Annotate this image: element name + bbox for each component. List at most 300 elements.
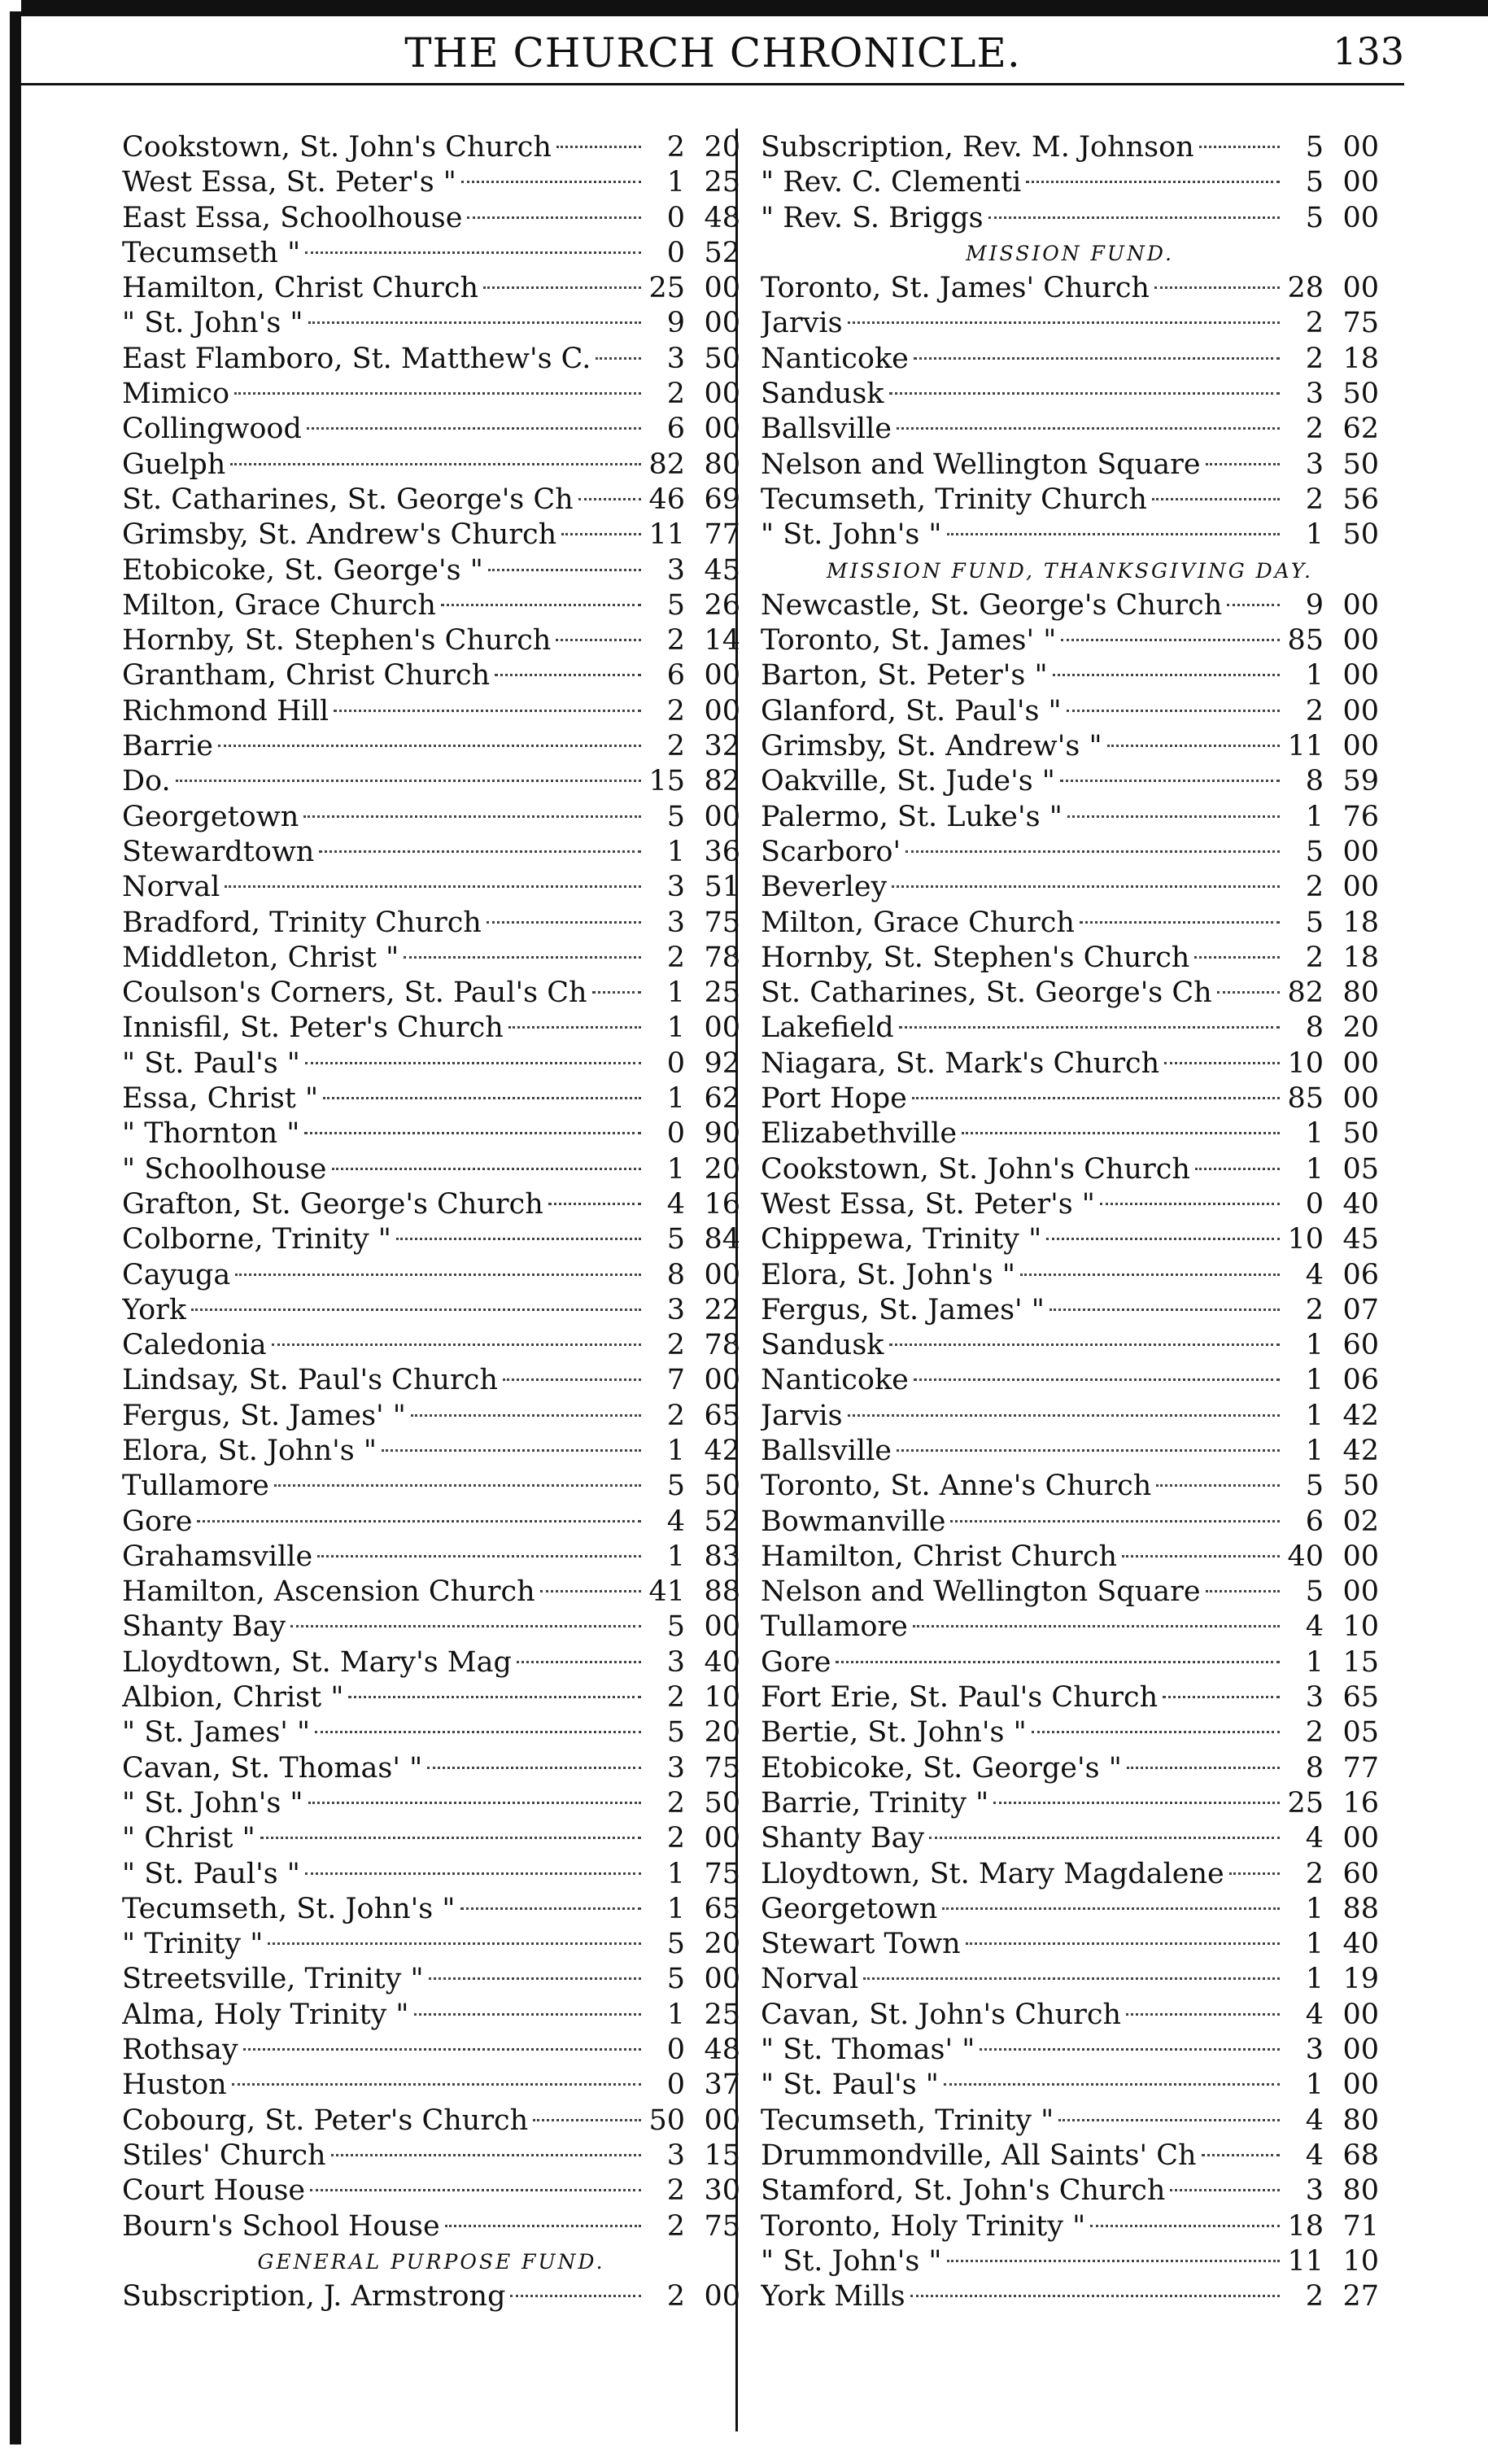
entry-name: " St. Paul's " xyxy=(122,1046,300,1080)
leader-dots xyxy=(304,1132,641,1134)
amount-dollars: 1 xyxy=(666,1540,685,1573)
entry-name: Georgetown xyxy=(122,800,299,833)
ledger-row xyxy=(122,1363,740,1398)
entry-name: Stewardtown xyxy=(122,835,315,868)
leader-dots xyxy=(495,674,641,676)
amount-dollars: 8 xyxy=(1305,1751,1324,1785)
entry-name: " St. John's " xyxy=(122,307,303,340)
entry-name: Tecumseth " xyxy=(122,236,301,269)
amount-cents: 00 xyxy=(1342,588,1379,622)
leader-dots xyxy=(218,745,641,747)
entry-name: " Trinity " xyxy=(122,1928,264,1961)
ledger-row xyxy=(122,623,740,658)
amount-cents: 00 xyxy=(704,1822,740,1855)
entry-name: Tecumseth, Trinity " xyxy=(761,2104,1054,2137)
amount-dollars: 1 xyxy=(1305,1928,1324,1961)
entry-name: Lakefield xyxy=(761,1011,894,1045)
amount-cents: 00 xyxy=(1342,624,1379,658)
fund-heading: MISSION FUND. xyxy=(966,241,1174,265)
leader-dots xyxy=(308,1802,641,1804)
amount-cents: 59 xyxy=(1342,765,1379,798)
ledger-row xyxy=(122,694,740,729)
ledger-row xyxy=(761,1399,1379,1434)
ledger-row xyxy=(122,271,740,306)
amount-cents: 18 xyxy=(1342,906,1379,939)
amount-dollars: 1 xyxy=(666,1434,685,1467)
leader-dots xyxy=(1058,2119,1280,2121)
leader-dots xyxy=(305,1062,641,1064)
amount-dollars: 2 xyxy=(666,1329,685,1362)
amount-cents: 00 xyxy=(1342,1575,1379,1609)
ledger-row xyxy=(761,518,1379,553)
ledger-row xyxy=(122,729,740,764)
ledger-row xyxy=(122,2104,740,2139)
amount-cents: 00 xyxy=(1342,1998,1379,2031)
page-number: 133 xyxy=(1333,29,1404,73)
entry-name: Nanticoke xyxy=(761,342,909,375)
leader-dots xyxy=(1107,745,1280,747)
entry-name: Port Hope xyxy=(761,1082,907,1116)
ledger-row xyxy=(122,377,740,412)
amount-cents: 16 xyxy=(1342,1786,1379,1820)
amount-dollars: 41 xyxy=(648,1575,685,1609)
entry-name: Subscription, J. Armstrong xyxy=(122,2280,506,2313)
amount-dollars: 4 xyxy=(1305,2104,1324,2137)
leader-dots xyxy=(317,1555,641,1557)
leader-dots xyxy=(1206,1590,1280,1592)
leader-dots xyxy=(232,2083,641,2086)
ledger-row xyxy=(761,1258,1379,1293)
amount-cents: 20 xyxy=(704,1716,740,1750)
entry-name: Stamford, St. John's Church xyxy=(761,2174,1166,2208)
leader-dots xyxy=(905,850,1280,853)
amount-cents: 50 xyxy=(704,1786,740,1820)
ledger-row xyxy=(761,1998,1379,2033)
ledger-row xyxy=(761,1892,1379,1927)
amount-cents: 00 xyxy=(704,1610,740,1644)
entry-name: Elora, St. John's " xyxy=(122,1434,377,1467)
amount-cents: 60 xyxy=(1342,1857,1379,1890)
entry-name: Lloydtown, St. Mary's Mag xyxy=(122,1645,512,1679)
entry-name: " St. John's " xyxy=(122,1786,303,1820)
amount-dollars: 1 xyxy=(1305,1364,1324,1397)
ledger-row xyxy=(122,800,740,835)
amount-dollars: 2 xyxy=(666,1681,685,1715)
amount-dollars: 25 xyxy=(648,272,685,305)
amount-cents: 16 xyxy=(704,1187,740,1221)
entry-name: St. Catharines, St. George's Ch xyxy=(122,483,574,516)
ledger-row xyxy=(761,2104,1379,2139)
amount-cents: 60 xyxy=(1342,1329,1379,1362)
ledger-row xyxy=(122,835,740,870)
leader-dots xyxy=(1217,991,1280,994)
leader-dots xyxy=(348,1696,641,1698)
entry-name: Lloydtown, St. Mary Magdalene xyxy=(761,1857,1224,1890)
entry-name: Gore xyxy=(761,1645,831,1679)
amount-cents: 00 xyxy=(704,1011,740,1045)
amount-dollars: 1 xyxy=(1305,1399,1324,1432)
entry-name: Rothsay xyxy=(122,2034,238,2067)
amount-dollars: 5 xyxy=(1305,1470,1324,1503)
leader-dots xyxy=(310,2189,641,2191)
entry-name: Gore xyxy=(122,1505,193,1538)
leader-dots xyxy=(966,1942,1280,1945)
amount-cents: 30 xyxy=(704,2174,740,2208)
amount-cents: 75 xyxy=(704,1857,740,1890)
amount-cents: 00 xyxy=(1342,131,1379,164)
amount-dollars: 5 xyxy=(666,1223,685,1256)
amount-cents: 19 xyxy=(1342,1963,1379,1996)
amount-cents: 75 xyxy=(704,1751,740,1785)
leader-dots xyxy=(848,1414,1280,1417)
leader-dots xyxy=(1049,1308,1280,1311)
amount-cents: 00 xyxy=(1342,659,1379,692)
amount-cents: 88 xyxy=(704,1575,740,1609)
amount-dollars: 1 xyxy=(666,1998,685,2031)
entry-name: Grimsby, St. Andrew's " xyxy=(761,730,1102,763)
entry-name: " St. Paul's " xyxy=(761,2069,939,2102)
entry-name: Lindsay, St. Paul's Church xyxy=(122,1364,498,1397)
leader-dots xyxy=(899,1026,1280,1029)
amount-cents: 00 xyxy=(704,1258,740,1291)
entry-name: York xyxy=(122,1293,187,1326)
ledger-row xyxy=(122,1821,740,1856)
entry-name: Cobourg, St. Peter's Church xyxy=(122,2104,529,2137)
entry-name: Bourn's School House xyxy=(122,2209,440,2243)
leader-dots xyxy=(445,2225,641,2227)
leader-dots xyxy=(508,1026,641,1029)
leader-dots xyxy=(483,286,641,289)
ledger-row xyxy=(761,1293,1379,1328)
amount-dollars: 3 xyxy=(666,1645,685,1679)
amount-cents: 15 xyxy=(1342,1645,1379,1679)
amount-dollars: 5 xyxy=(1305,131,1324,164)
amount-cents: 00 xyxy=(1342,2069,1379,2102)
amount-cents: 00 xyxy=(1342,694,1379,727)
entry-name: Coulson's Corners, St. Paul's Ch xyxy=(122,976,587,1010)
leader-dots xyxy=(331,2154,641,2156)
amount-dollars: 9 xyxy=(666,307,685,340)
amount-cents: 00 xyxy=(704,2280,740,2313)
ledger-row xyxy=(122,1857,740,1892)
entry-name: East Essa, Schoolhouse xyxy=(122,201,463,234)
amount-dollars: 3 xyxy=(1305,378,1324,411)
entry-name: " St. John's " xyxy=(761,2244,942,2278)
amount-dollars: 3 xyxy=(1305,2174,1324,2208)
leader-dots xyxy=(1126,2013,1280,2016)
amount-dollars: 3 xyxy=(1305,448,1324,481)
amount-dollars: 3 xyxy=(666,906,685,939)
amount-cents: 10 xyxy=(704,1681,740,1715)
leader-dots xyxy=(274,1484,641,1487)
ledger-row xyxy=(122,1715,740,1750)
ledger-row xyxy=(761,906,1379,941)
leader-dots xyxy=(929,1837,1280,1839)
amount-dollars: 4 xyxy=(1305,1258,1324,1291)
ledger-row xyxy=(122,1328,740,1363)
leader-dots xyxy=(427,1767,641,1769)
leader-dots xyxy=(1202,2154,1280,2156)
amount-cents: 77 xyxy=(704,518,740,552)
ledger-row xyxy=(761,1116,1379,1151)
entry-name: Fort Erie, St. Paul's Church xyxy=(761,1681,1159,1715)
amount-cents: 50 xyxy=(1342,448,1379,481)
leader-dots xyxy=(944,2083,1280,2086)
amount-dollars: 8 xyxy=(1305,1011,1324,1045)
amount-dollars: 85 xyxy=(1287,1082,1324,1116)
entry-name: Grafton, St. George's Church xyxy=(122,1187,543,1221)
leader-dots xyxy=(1122,1555,1280,1557)
leader-dots xyxy=(1127,1767,1280,1769)
entry-name: Colborne, Trinity " xyxy=(122,1223,391,1256)
amount-dollars: 2 xyxy=(666,1399,685,1432)
amount-cents: 27 xyxy=(1342,2280,1379,2313)
ledger-row xyxy=(122,2033,740,2068)
entry-name: St. Catharines, St. George's Ch xyxy=(761,976,1212,1010)
leader-dots xyxy=(1067,815,1280,818)
amount-dollars: 4 xyxy=(1305,1998,1324,2031)
amount-dollars: 2 xyxy=(1305,2280,1324,2313)
entry-name: Nanticoke xyxy=(761,1364,909,1397)
amount-cents: 32 xyxy=(704,730,740,763)
ledger-row xyxy=(761,2139,1379,2173)
amount-cents: 80 xyxy=(1342,976,1379,1010)
ledger-row xyxy=(122,870,740,905)
entry-name: Jarvis xyxy=(761,1399,843,1432)
entry-name: West Essa, St. Peter's " xyxy=(761,1187,1095,1221)
amount-dollars: 1 xyxy=(1305,1963,1324,1996)
amount-cents: 48 xyxy=(704,2034,740,2067)
amount-dollars: 5 xyxy=(1305,166,1324,199)
entry-name: " Christ " xyxy=(122,1822,255,1855)
entry-name: Tecumseth, St. John's " xyxy=(122,1892,456,1925)
entry-name: Toronto, Holy Trinity " xyxy=(761,2209,1086,2243)
entry-name: Stiles' Church xyxy=(122,2139,326,2172)
ledger-row xyxy=(122,1892,740,1927)
entry-name: Norval xyxy=(761,1963,859,1996)
entry-name: Etobicoke, St. George's " xyxy=(761,1751,1122,1785)
leader-dots xyxy=(578,498,641,500)
amount-dollars: 1 xyxy=(1305,1152,1324,1186)
leader-dots xyxy=(1100,1203,1280,1205)
amount-dollars: 2 xyxy=(1305,694,1324,727)
amount-cents: 20 xyxy=(1342,1011,1379,1045)
amount-cents: 00 xyxy=(704,272,740,305)
ledger-row xyxy=(122,2173,740,2208)
entry-name: Court House xyxy=(122,2174,306,2208)
amount-dollars: 6 xyxy=(666,659,685,692)
entry-name: Fergus, St. James' " xyxy=(761,1293,1045,1326)
ledger-row xyxy=(761,2244,1379,2279)
entry-name: Alma, Holy Trinity " xyxy=(122,1998,409,2031)
leader-dots xyxy=(460,1907,642,1910)
amount-dollars: 1 xyxy=(1305,1892,1324,1925)
amount-cents: 77 xyxy=(1342,1751,1379,1785)
ledger-row xyxy=(122,588,740,623)
amount-cents: 50 xyxy=(704,1470,740,1503)
leader-dots xyxy=(912,1097,1280,1099)
amount-cents: 26 xyxy=(704,588,740,622)
entry-name: Barrie xyxy=(122,730,213,763)
entry-name: Newcastle, St. George's Church xyxy=(761,588,1223,622)
left-column xyxy=(122,130,740,2314)
amount-cents: 07 xyxy=(1342,1293,1379,1326)
leader-dots xyxy=(1164,1062,1280,1064)
entry-name: Milton, Grace Church xyxy=(761,906,1075,939)
ledger-row xyxy=(122,2279,740,2314)
entry-name: Hamilton, Ascension Church xyxy=(122,1575,535,1609)
leader-dots xyxy=(1152,498,1280,500)
leader-dots xyxy=(889,392,1280,395)
entry-name: Norval xyxy=(122,871,220,904)
entry-name: Middleton, Christ " xyxy=(122,941,399,974)
leader-dots xyxy=(914,357,1280,360)
amount-cents: 10 xyxy=(1342,1610,1379,1644)
leader-dots xyxy=(1154,286,1280,289)
amount-dollars: 11 xyxy=(1287,2244,1324,2278)
entry-name: Niagara, St. Mark's Church xyxy=(761,1046,1160,1080)
amount-cents: 00 xyxy=(1342,201,1379,234)
ledger-row xyxy=(761,2033,1379,2068)
amount-dollars: 2 xyxy=(1305,1716,1324,1750)
ledger-row xyxy=(761,658,1379,693)
ledger-row xyxy=(761,1680,1379,1715)
leader-dots xyxy=(1046,1238,1280,1240)
amount-cents: 80 xyxy=(1342,2174,1379,2208)
amount-dollars: 1 xyxy=(666,1011,685,1045)
amount-cents: 15 xyxy=(704,2139,740,2172)
amount-dollars: 2 xyxy=(1305,1293,1324,1326)
amount-dollars: 5 xyxy=(666,1610,685,1644)
leader-dots xyxy=(272,1343,641,1346)
amount-dollars: 5 xyxy=(666,1470,685,1503)
leader-dots xyxy=(1206,463,1280,465)
amount-cents: 51 xyxy=(704,871,740,904)
amount-cents: 42 xyxy=(1342,1434,1379,1467)
amount-dollars: 2 xyxy=(1305,1857,1324,1890)
amount-dollars: 2 xyxy=(666,694,685,727)
leader-dots xyxy=(980,2048,1280,2051)
leader-dots xyxy=(533,2119,641,2121)
amount-cents: 52 xyxy=(704,236,740,269)
amount-dollars: 10 xyxy=(1287,1046,1324,1080)
amount-dollars: 3 xyxy=(666,871,685,904)
amount-dollars: 9 xyxy=(1305,588,1324,622)
ledger-row xyxy=(122,1680,740,1715)
ledger-row xyxy=(122,518,740,553)
leader-dots xyxy=(1061,639,1280,641)
amount-dollars: 5 xyxy=(1305,835,1324,868)
amount-dollars: 6 xyxy=(666,413,685,446)
leader-dots xyxy=(235,1274,641,1276)
amount-dollars: 1 xyxy=(1305,800,1324,833)
amount-dollars: 1 xyxy=(1305,1117,1324,1151)
ledger-row xyxy=(122,1610,740,1645)
amount-cents: 50 xyxy=(1342,1470,1379,1503)
leader-dots xyxy=(323,1097,641,1099)
entry-name: Toronto, St. James' Church xyxy=(761,272,1150,305)
entry-name: Toronto, St. Anne's Church xyxy=(761,1470,1152,1503)
ledger-row xyxy=(761,729,1379,764)
amount-cents: 75 xyxy=(704,906,740,939)
entry-name: Tecumseth, Trinity Church xyxy=(761,483,1147,516)
amount-dollars: 3 xyxy=(666,2139,685,2172)
leader-dots xyxy=(947,2260,1280,2262)
amount-dollars: 2 xyxy=(666,2174,685,2208)
leader-dots xyxy=(260,1837,641,1839)
amount-dollars: 3 xyxy=(1305,2034,1324,2067)
ledger-row xyxy=(761,377,1379,412)
amount-dollars: 4 xyxy=(666,1187,685,1221)
amount-dollars: 3 xyxy=(666,1293,685,1326)
page-title: THE CHURCH CHRONICLE. xyxy=(404,29,1021,76)
amount-dollars: 85 xyxy=(1287,624,1324,658)
leader-dots xyxy=(1026,181,1280,183)
amount-dollars: 2 xyxy=(1305,413,1324,446)
ledger-row xyxy=(761,1328,1379,1363)
amount-cents: 00 xyxy=(704,1364,740,1397)
amount-cents: 42 xyxy=(1342,1399,1379,1432)
entry-name: Palermo, St. Luke's " xyxy=(761,800,1063,833)
amount-cents: 50 xyxy=(704,342,740,375)
leader-dots xyxy=(993,1802,1280,1804)
leader-dots xyxy=(382,1449,641,1452)
ledger-row xyxy=(122,448,740,483)
amount-dollars: 5 xyxy=(666,1928,685,1961)
entry-name: Ballsville xyxy=(761,413,892,446)
amount-dollars: 18 xyxy=(1287,2209,1324,2243)
ledger-row xyxy=(761,165,1379,200)
entry-name: Innisfil, St. Peter's Church xyxy=(122,1011,504,1045)
leader-dots xyxy=(596,357,641,360)
amount-cents: 40 xyxy=(1342,1928,1379,1961)
entry-name: Shanty Bay xyxy=(761,1822,925,1855)
leader-dots xyxy=(225,885,641,888)
ledger-row xyxy=(761,976,1379,1011)
ledger-row xyxy=(122,130,740,165)
amount-dollars: 4 xyxy=(1305,1822,1324,1855)
ledger-row xyxy=(122,764,740,799)
ledger-row xyxy=(761,2173,1379,2208)
amount-cents: 00 xyxy=(704,694,740,727)
ledger-row xyxy=(122,1434,740,1469)
leader-dots xyxy=(942,1907,1280,1910)
amount-dollars: 4 xyxy=(1305,1610,1324,1644)
amount-dollars: 5 xyxy=(666,800,685,833)
ledger-row xyxy=(761,342,1379,377)
amount-cents: 36 xyxy=(704,835,740,868)
entry-name: Subscription, Rev. M. Johnson xyxy=(761,131,1194,164)
amount-dollars: 11 xyxy=(648,518,685,552)
amount-dollars: 2 xyxy=(666,941,685,974)
ledger-row xyxy=(761,1434,1379,1469)
amount-cents: 00 xyxy=(1342,272,1379,305)
leader-dots xyxy=(315,1731,641,1733)
amount-cents: 45 xyxy=(1342,1223,1379,1256)
amount-cents: 62 xyxy=(704,1082,740,1116)
entry-name: Ballsville xyxy=(761,1434,892,1467)
ledger-row xyxy=(122,1469,740,1504)
entry-name: Barrie, Trinity " xyxy=(761,1786,989,1820)
leader-dots xyxy=(1053,674,1280,676)
leader-dots xyxy=(290,1625,641,1627)
ledger-row xyxy=(122,1505,740,1540)
amount-cents: 92 xyxy=(704,1046,740,1080)
amount-dollars: 5 xyxy=(666,1963,685,1996)
ledger-row xyxy=(761,1152,1379,1187)
amount-cents: 00 xyxy=(1342,871,1379,904)
leader-dots xyxy=(897,427,1280,430)
